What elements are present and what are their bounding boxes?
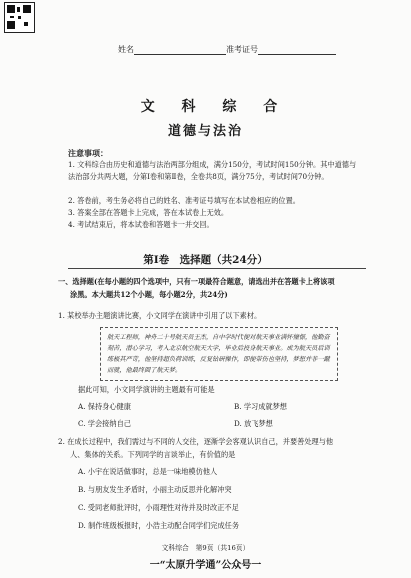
option-c[interactable]: C. 学会接纳自己 [78,419,131,428]
notice-item: 2. 答卷前，考生务必将自己的姓名、准考证号填写在本试卷相应的位置。 [68,196,300,205]
candidate-info-line [118,44,336,55]
qr-code-icon [4,2,35,33]
wechat-banner: 一“太原升学通”公众号一 [149,560,262,571]
option-d[interactable]: D. 制作班级板报时，小浩主动配合同学们完成任务 [78,521,240,530]
quote-box [100,327,338,381]
exam-number-label: 准考证号 [226,45,258,54]
option-a[interactable]: A. 保持身心健康 [78,402,131,411]
notice-item: 3. 答案全部在答题卡上完成，答在本试卷上无效。 [68,208,229,217]
option-b[interactable]: B. 学习成就梦想 [234,402,287,411]
instruction-line: 涂黑。本大题共12个小题，每小题2分，共24分) [70,290,228,299]
option-b[interactable]: B. 与朋友发生矛盾时，小丽主动反思并化解冲突 [78,485,232,494]
notice-item: 4. 考试结束后，将本试卷和答题卡一并交回。 [68,220,214,229]
question-1-stem: 1. 某校举办主题演讲比赛，小文同学在演讲中引用了以下素材。 [58,311,262,320]
question-2-stem: 人、集体的关系。下列同学的言谈举止，有价值的是 [70,450,236,459]
option-c[interactable]: C. 受同老师批评时，小雨理性对待并及时改正不足 [78,503,239,512]
question-1-prompt: 据此可知，小文同学演讲的主题最有可能是 [78,385,215,394]
name-field[interactable] [134,54,226,55]
option-a[interactable]: A. 小宇在说话做事时，总是一味地模仿他人 [78,467,218,476]
instruction-line: 一、选择题(在每小题的四个选项中，只有一项最符合题意，请选出并在答题卡上将该项 [58,277,335,286]
page-footer: 文科综合 第9页（共16页） [161,544,250,552]
quote-text: 航天工程师，神舟二十号航天员王杰，自中学时代便对航天事业满怀憧憬，他勤奋刻苦，潜心学习，考入北京航空航天大学，毕业后投身航天事业。成为航天员后训练极其严苛，他坚持超负荷训练，反复钻研操作，即便带伤也坚持，梦想并非一蹴而就，他最终圆了航天梦。 [107,334,330,374]
exam-number-field[interactable] [258,54,336,55]
option-d[interactable]: D. 放飞梦想 [234,419,273,428]
section-divider [68,268,366,269]
subject-title: 道德与法治 [167,124,243,139]
notice-heading: 注意事项： [68,148,108,158]
notice-item: 1. 文科综合由历史和道德与法治两部分组成，满分150分，考试时间150分钟。其中道德与法治部分共两大题，分第Ⅰ卷和第Ⅱ卷，全卷共8页，满分75分，考试时间70分钟。 [68,160,357,181]
question-2-stem: 2. 在成长过程中，我们需过与不同的人交往，逐渐学会客观认识自己，并要善处理与他 [58,437,334,446]
section-title: 第Ⅰ卷 选择题（共24分） [143,254,268,266]
page-title: 文 科 综 合 [140,99,289,115]
name-label: 姓名 [118,45,134,54]
